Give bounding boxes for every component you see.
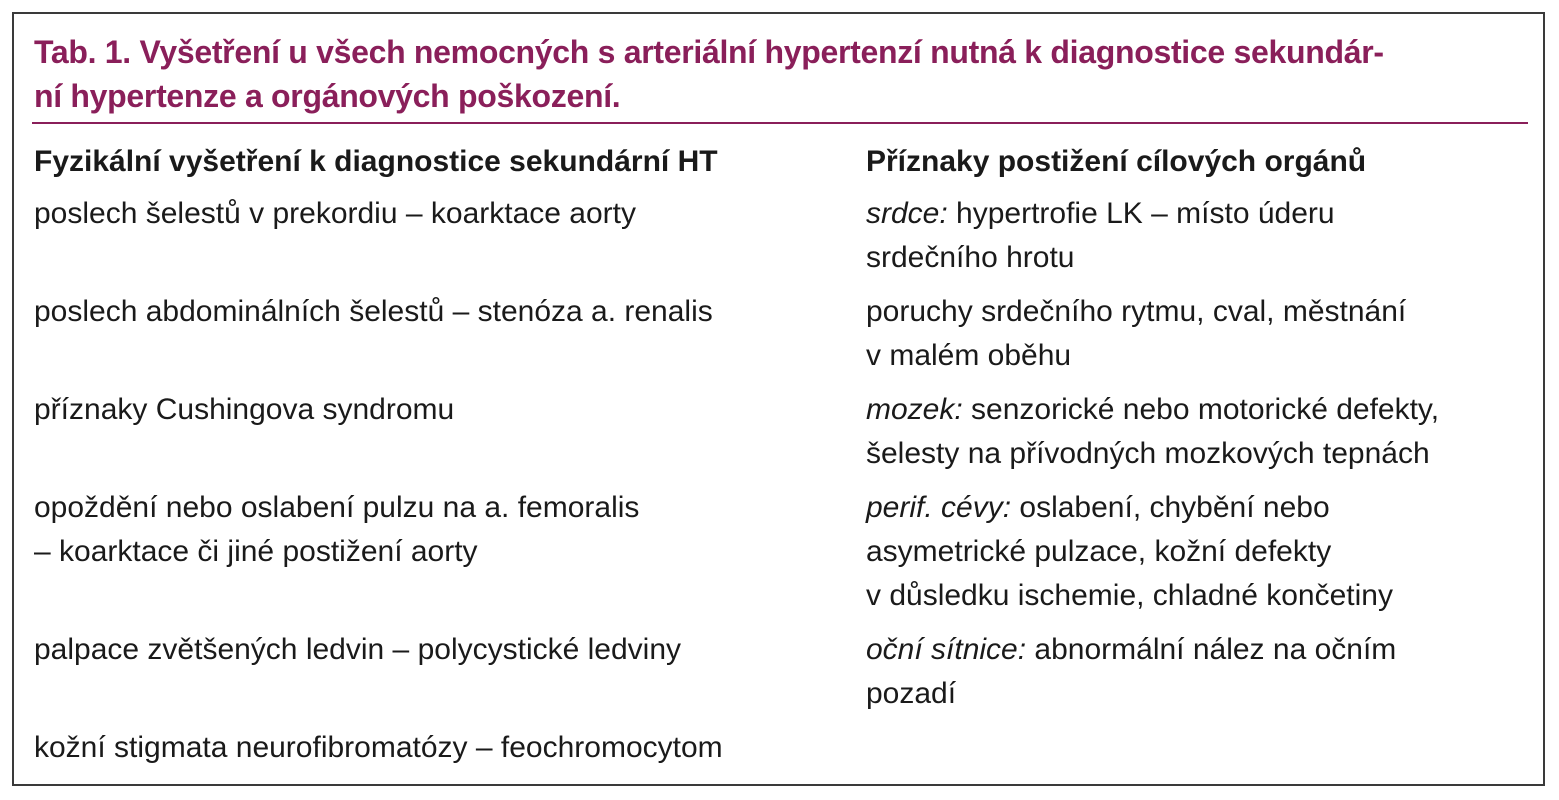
physical-exam-text: poslech šelestů v prekordiu – koarktace aorty (34, 197, 636, 230)
organ-damage-first-line (866, 628, 1524, 672)
organ-damage-text: poruchy srdečního rytmu, cval, městnání (866, 295, 1407, 328)
table-title (34, 30, 1524, 118)
physical-exam-text: palpace zvětšených ledvin – polycystické ledviny (34, 633, 682, 666)
title-divider (32, 122, 1528, 124)
organ-damage-text: šelesty na přívodných mozkových tepnách (866, 437, 1430, 470)
table-row (34, 290, 1524, 378)
physical-exam-cell (34, 486, 866, 574)
organ-damage-text: srdečního hrotu (866, 241, 1075, 274)
physical-exam-cell (34, 628, 866, 672)
organ-name: oční sítnice: (866, 633, 1027, 666)
table-row (34, 388, 1524, 476)
organ-damage-cell (866, 192, 1524, 280)
organ-damage-text: senzorické nebo motorické defekty, (962, 393, 1440, 426)
table-row (34, 192, 1524, 280)
organ-damage-first-line (866, 486, 1524, 530)
table-rows (34, 192, 1524, 770)
organ-damage-text: v důsledku ischemie, chladné končetiny (866, 579, 1393, 612)
physical-exam-text: opoždění nebo oslabení pulzu na a. femoralis (34, 491, 640, 524)
physical-exam-cell (34, 726, 866, 770)
organ-damage-text: oslabení, chybění nebo (1011, 491, 1330, 524)
table-title-line-2: ní hypertenze a orgánových poškození. (34, 78, 621, 114)
table-row (34, 628, 1524, 716)
organ-name: perif. cévy: (866, 491, 1012, 524)
table-body (34, 140, 1524, 770)
organ-damage-text: hypertrofie LK – místo úderu (947, 197, 1335, 230)
organ-damage-cell (866, 388, 1524, 476)
organ-name: srdce: (866, 197, 948, 230)
physical-exam-text: poslech abdominálních šelestů – stenóza a. renalis (34, 295, 713, 328)
organ-damage-text: v malém oběhu (866, 339, 1072, 372)
organ-name: mozek: (866, 393, 963, 426)
organ-damage-first-line (866, 192, 1524, 236)
table-row (34, 726, 1524, 770)
physical-exam-text: – koarktace či jiné postižení aorty (34, 535, 478, 568)
organ-damage-text: asymetrické pulzace, kožní defekty (866, 535, 1332, 568)
table-frame (12, 12, 1545, 786)
column-header-physical-exam: Fyzikální vyšetření k diagnostice sekundární HT (34, 145, 718, 178)
organ-damage-first-line (866, 388, 1524, 432)
physical-exam-cell (34, 388, 866, 432)
table-header-row (34, 140, 1524, 192)
physical-exam-cell (34, 192, 866, 236)
table-row (34, 486, 1524, 618)
organ-damage-cell (866, 628, 1524, 716)
organ-damage-text: pozadí (866, 677, 957, 710)
organ-damage-cell (866, 290, 1524, 378)
column-header-organ-damage: Příznaky postižení cílových orgánů (866, 145, 1367, 178)
organ-damage-text: abnormální nález na očním (1026, 633, 1397, 666)
physical-exam-text: kožní stigmata neurofibromatózy – feochromocytom (34, 731, 723, 764)
organ-damage-cell (866, 486, 1524, 618)
organ-damage-first-line (866, 290, 1524, 334)
table-title-line-1: Tab. 1. Vyšetření u všech nemocných s arteriální hypertenzí nutná k diagnostice sekundár- (34, 34, 1384, 70)
physical-exam-cell (34, 290, 866, 334)
physical-exam-text: příznaky Cushingova syndromu (34, 393, 455, 426)
